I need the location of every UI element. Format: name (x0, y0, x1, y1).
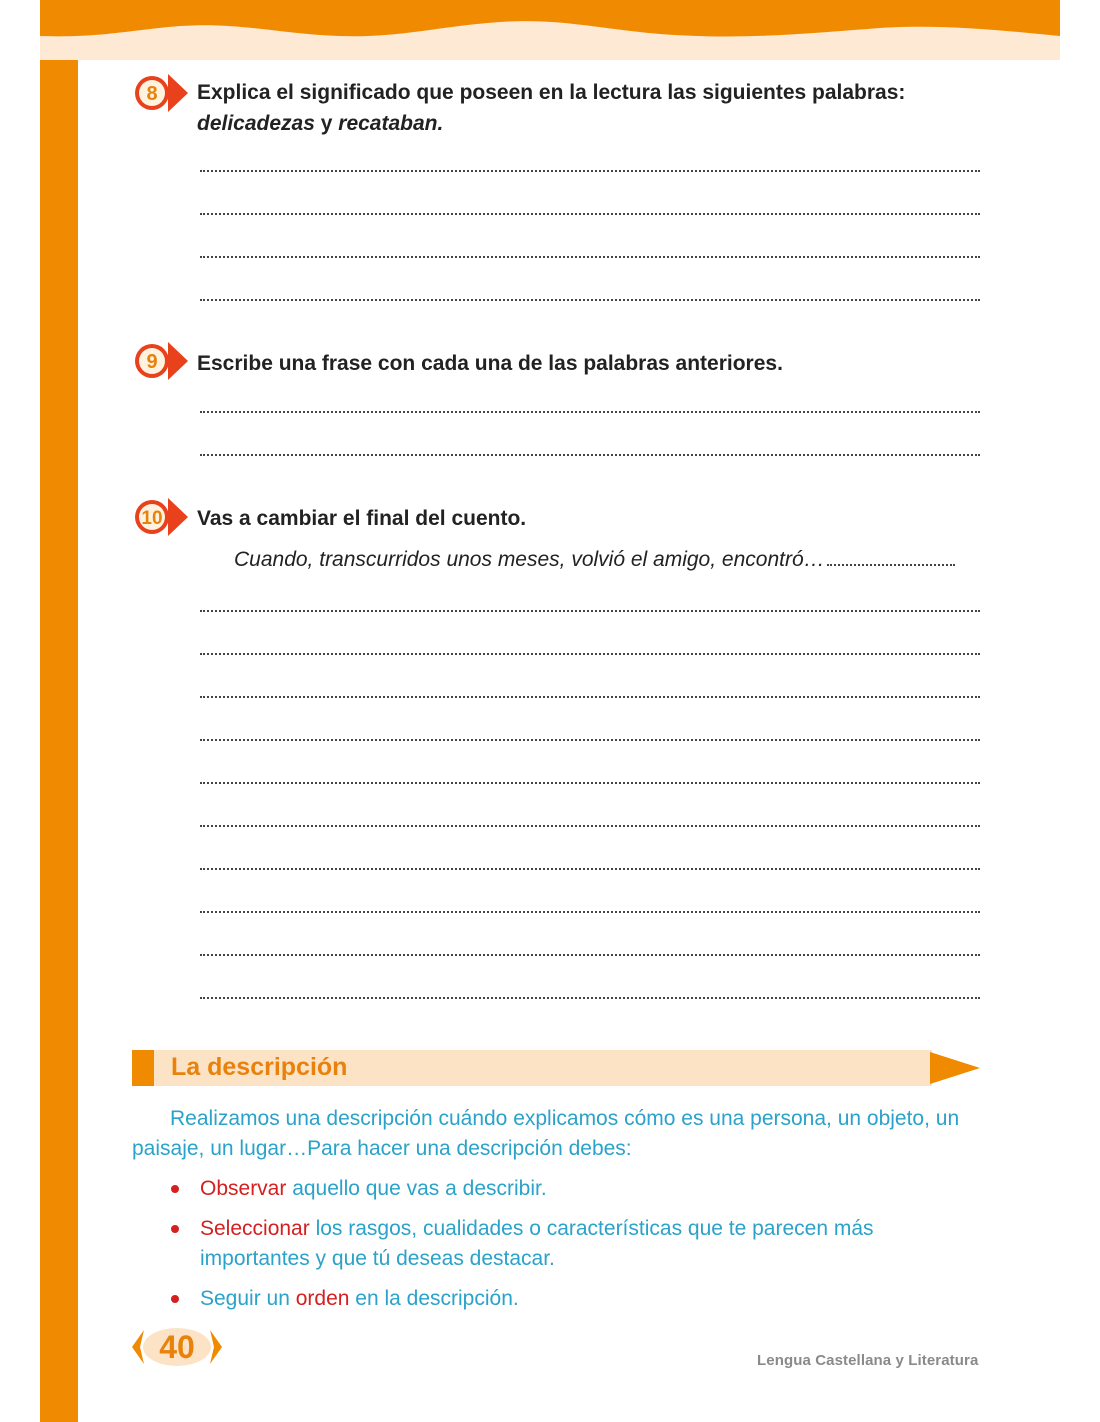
bullet-2-keyword: Seleccionar (200, 1217, 310, 1240)
answer-line[interactable] (200, 696, 980, 698)
answer-line[interactable] (200, 256, 980, 258)
prompt-answer-line[interactable] (827, 564, 955, 566)
exercise-9-title: Escribe una frase con cada una de las palabras anteriores. (197, 352, 783, 375)
page-number: 40 (159, 1329, 195, 1365)
answer-line[interactable] (200, 170, 980, 172)
answer-line[interactable] (200, 213, 980, 215)
exercise-10-title: Vas a cambiar el final del cuento. (197, 507, 527, 530)
word-delicadezas: delicadezas (197, 112, 315, 135)
answer-line[interactable] (200, 825, 980, 827)
bullet-1-text: aquello que vas a describir. (286, 1177, 547, 1200)
exercise-10-prompt-text: Cuando, transcurridos unos meses, volvió el amigo, encontró… (234, 548, 825, 571)
left-orange-band (40, 0, 78, 1422)
exercise-8-title (197, 77, 997, 139)
answer-line[interactable] (200, 997, 980, 999)
connector-y: y (314, 112, 339, 135)
bullet-3-text-a: Seguir un (200, 1287, 296, 1310)
answer-line[interactable] (200, 782, 980, 784)
bullet-dot-icon (171, 1185, 179, 1193)
answer-line[interactable] (200, 739, 980, 741)
answer-line[interactable] (200, 454, 980, 456)
bullet-dot-icon (171, 1225, 179, 1233)
exercise-9-number: 9 (146, 351, 158, 373)
section-intro: Realizamos una descripción cuándo explicamos cómo es una persona, un objeto, un paisaje, un lugar…Para hacer una descripción debes: (132, 1107, 960, 1160)
exercise-8-badge-icon (132, 68, 190, 118)
answer-line[interactable] (200, 911, 980, 913)
answer-line[interactable] (200, 299, 980, 301)
bullet-item-orden (200, 1284, 980, 1314)
bullet-3-keyword: orden (295, 1287, 350, 1310)
bullet-1-keyword: Observar (200, 1177, 287, 1200)
bullet-2-text: los rasgos, cualidades o características que te parecen más importantes y que tú deseas destacar. (200, 1217, 874, 1270)
exercise-8-title-text: Explica el significado que poseen en la lectura las siguientes palabras: (197, 81, 906, 104)
word-recataban: recataban. (338, 112, 444, 135)
exercise-10-badge-icon (132, 492, 190, 542)
answer-line[interactable] (200, 610, 980, 612)
exercise-10-number: 10 (141, 508, 163, 529)
section-title: La descripción (171, 1053, 348, 1081)
bullet-item-seleccionar (200, 1214, 960, 1274)
bullet-item-observar (200, 1174, 980, 1204)
book-title: Lengua Castellana y Literatura (757, 1352, 979, 1369)
answer-line[interactable] (200, 954, 980, 956)
bullet-3-text-b: en la descripción. (349, 1287, 519, 1310)
exercise-9-badge-icon (132, 336, 190, 386)
answer-line[interactable] (200, 653, 980, 655)
top-wavy-band (40, 0, 1060, 60)
answer-line[interactable] (200, 868, 980, 870)
bullet-dot-icon (171, 1295, 179, 1303)
answer-line[interactable] (200, 411, 980, 413)
exercise-10-prompt (234, 548, 955, 572)
exercise-8-number: 8 (146, 83, 158, 105)
